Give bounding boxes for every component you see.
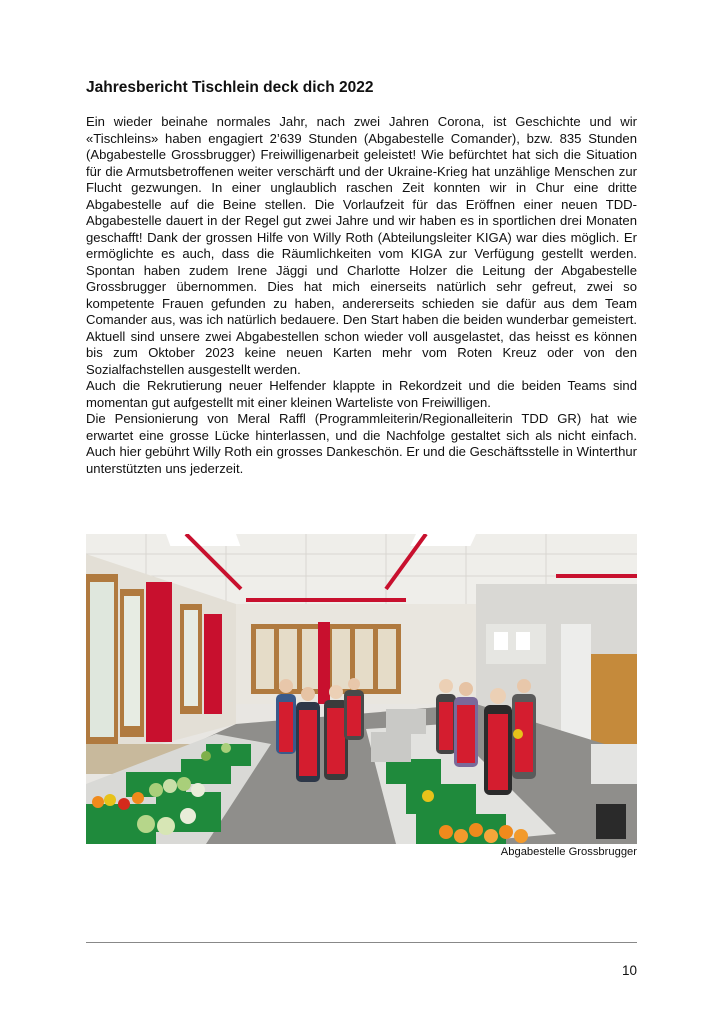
team-photo-illustration bbox=[86, 534, 637, 844]
footer-divider bbox=[86, 942, 637, 943]
paragraph-2: Auch die Rekrutierung neuer Helfender klappte in Rekordzeit und die beiden Teams sind momentan gut aufgestellt mit einer kleinen Warteliste von Freiwilligen. bbox=[86, 378, 637, 410]
paragraph-1: Ein wieder beinahe normales Jahr, nach zwei Jahren Corona, ist Geschichte und wir «Tischleins» haben engagiert 2’639 Stunden (Abgabestelle Comander), bzw. 835 Stunden (Abgabestelle Grossbrugger) Freiwilligenarbeit geleistet! Wie befürchtet hat sich die Situation für die Armutsbetroffenen weiter verschärft und der Ukraine-Krieg hat unzählige Menschen zur Flucht gezwungen. In einer unglaublich raschen Zeit konnten wir in Chur eine dritte Abgabestelle auf die Beine stellen. Die Vorlaufzeit für das Eröffnen einer neuen TDD-Abgabestelle dauert in der Regel gut zwei Jahre und wir haben es in sportlichen drei Monaten geschafft! Dank der grossen Hilfe von Willy Roth (Abteilungsleiter KIGA) war dies möglich. Er ermöglichte es auch, dass die Räumlichkeiten vom KIGA zur Verfügung gestellt werden. Spontan haben zudem Irene Jäggi und Charlotte Holzer die Leitung der Abgabestelle Grossbrugger übernommen. Dies hat mich einerseits natürlich sehr gefreut, zwei so kompetente Frauen gefunden zu haben, andererseits schieden sie dafür aus dem Team Comander aus, was ich natürlich bedauere. Den Start haben die beiden wunderbar gemeistert. Aktuell sind unsere zwei Abgabestellen schon wieder voll ausgelastet, das heisst es können bis zum Oktober 2023 keine neuen Karten mehr vom Roten Kreuz oder von den Sozialfachstellen ausgestellt werden. bbox=[86, 114, 637, 377]
body-text bbox=[86, 114, 637, 477]
team-photo bbox=[86, 534, 637, 844]
page-number: 10 bbox=[621, 963, 637, 978]
document-title: Jahresbericht Tischlein deck dich 2022 bbox=[86, 79, 374, 96]
photo-caption: Abgabestelle Grossbrugger bbox=[500, 846, 637, 858]
paragraph-3: Die Pensionierung von Meral Raffl (Programmleiterin/Regionalleiterin TDD GR) hat wie erwartet eine grosse Lücke hinterlassen, und die Nachfolge gestaltet sich als nicht einfach. Auch hier gebührt Willy Roth ein grosses Dankeschön. Er und die Geschäftsstelle in Winterthur unterstützten uns jederzeit. bbox=[86, 411, 637, 476]
